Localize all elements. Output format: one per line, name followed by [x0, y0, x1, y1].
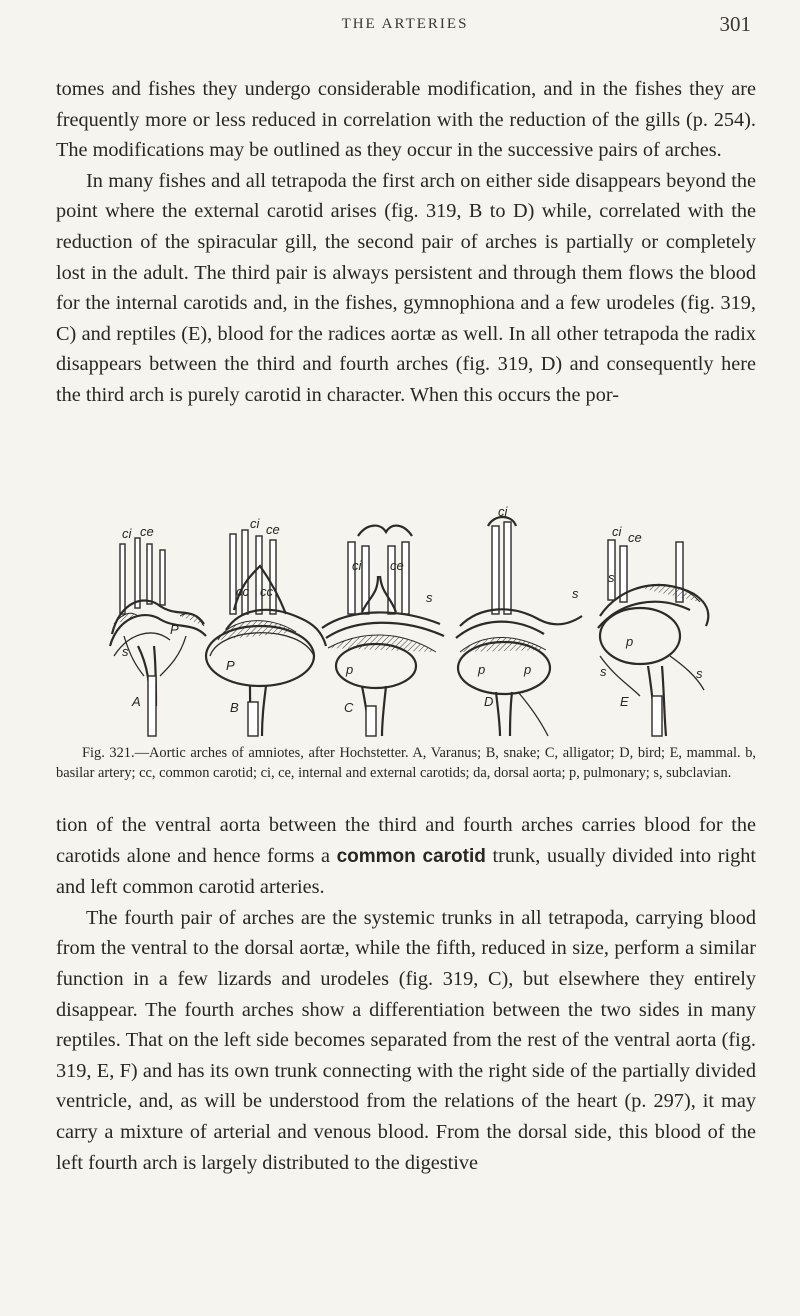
panel-d-drawing: [456, 517, 582, 736]
panel-c-label-ci: ci: [352, 558, 362, 573]
panel-d-label-s: s: [572, 586, 579, 601]
top-text-block: [56, 74, 756, 411]
figure-caption: [56, 744, 756, 783]
figure-aortic-arches: [100, 506, 710, 738]
panel-c-letter: C: [344, 700, 354, 715]
panel-e-label-s-left: s: [600, 664, 607, 679]
caption-text: —Aortic arches of amniotes, after Hochstetter. A, Varanus; B, snake; C, alligator; D, bird; E, mammal. b, basilar artery; cc, common carotid; ci, ce, internal and external carotids; da, dorsal aorta; p, pulmonary; s, subclavian.: [56, 745, 756, 781]
panel-a-label-p: P: [170, 622, 179, 637]
caption-fig-number: Fig. 321.: [82, 745, 135, 761]
panel-b-letter: B: [230, 700, 239, 715]
paragraph-1: tomes and fishes they undergo considerable modification, and in the fishes they are frequently more or less reduced in correlation with the reduction of the gills (p. 254). The modifications may be outlined as they occur in the successive pairs of arches.: [56, 78, 756, 162]
bottom-text-block: [56, 810, 756, 1178]
panel-d-letter: D: [484, 694, 494, 709]
panel-b-label-cc-right: cc: [260, 584, 273, 599]
paragraph-3-end: trunk, usually divided into right and left common carotid arteries.: [56, 844, 756, 899]
panel-a-letter: A: [132, 694, 141, 709]
aortic-arches-illustration: [100, 506, 710, 738]
panel-d-label-p-left: p: [478, 662, 486, 677]
running-head: [55, 10, 755, 40]
panel-a-label-ci: ci: [122, 526, 132, 541]
panel-e-label-s-right: s: [696, 666, 703, 681]
panel-e-drawing: [598, 540, 708, 736]
panel-e-label-s-top: s: [608, 570, 615, 585]
paragraph-3-start: tion of the ventral aorta between the third and fourth arches carries blood for the carotids alone and hence forms a: [56, 814, 756, 867]
panel-b-label-ce: ce: [266, 522, 280, 537]
panel-d-label-ci: ci: [498, 506, 508, 519]
panel-b-label-p: P: [226, 658, 235, 673]
paragraph-4: The fourth pair of arches are the systemic trunks in all tetrapoda, carrying blood from the ventral to the dorsal aortæ, while the fifth, reduced in size, perform a similar function in a few lizards and urodeles (fig. 319, C), but elsewhere they entirely disappear. The fourth arches show a differentiation between the two sides in many reptiles. That on the left side becomes separated from the rest of the ventral aorta (fig. 319, E, F) and has its own trunk connecting with the right side of the partially divided ventricle, and, as will be understood from the relations of the heart (p. 297), it may carry a mixture of arterial and venous blood. From the dorsal side, this blood of the left fourth arch is largely distributed to the digestive: [56, 906, 756, 1174]
panel-c-drawing: [322, 526, 444, 736]
panel-e-label-ci: ci: [612, 524, 622, 539]
panel-a-drawing: [110, 538, 206, 736]
panel-d-label-p-right: p: [524, 662, 532, 677]
page-number: 301: [719, 12, 751, 36]
panel-b-drawing: [206, 530, 326, 736]
term-common-carotid: common carotid: [336, 845, 486, 867]
panel-b-label-cc-left: cc: [236, 584, 249, 599]
panel-e-label-p: p: [626, 634, 634, 649]
panel-b-label-ci: ci: [250, 516, 260, 531]
panel-a-label-s: s: [122, 644, 129, 659]
running-title: THE ARTERIES: [341, 16, 469, 32]
panel-a-label-ce: ce: [140, 524, 154, 539]
paragraph-2: In many fishes and all tetrapoda the first arch on either side disappears beyond the point where the external carotid arises (fig. 319, B to D) while, correlated with the reduction of the spiracular gill, the second pair of arches is partially or completely lost in the adult. The third pair is always persistent and through them flows the blood for the internal carotids and, in the fishes, gymnophiona and a few urodeles (fig. 319, C) and reptiles (E), blood for the radices aortæ as well. In all other tetrapoda the radix disappears between the third and fourth arches (fig. 319, D) and consequently here the third arch is purely carotid in character. When this occurs the por-: [56, 169, 756, 406]
panel-e-label-ce: ce: [628, 530, 642, 545]
paragraph-3: [56, 810, 756, 903]
panel-c-label-p: p: [346, 662, 354, 677]
panel-c-label-ce: ce: [390, 558, 404, 573]
panel-e-letter: E: [620, 694, 629, 709]
panel-c-label-s: s: [426, 590, 433, 605]
